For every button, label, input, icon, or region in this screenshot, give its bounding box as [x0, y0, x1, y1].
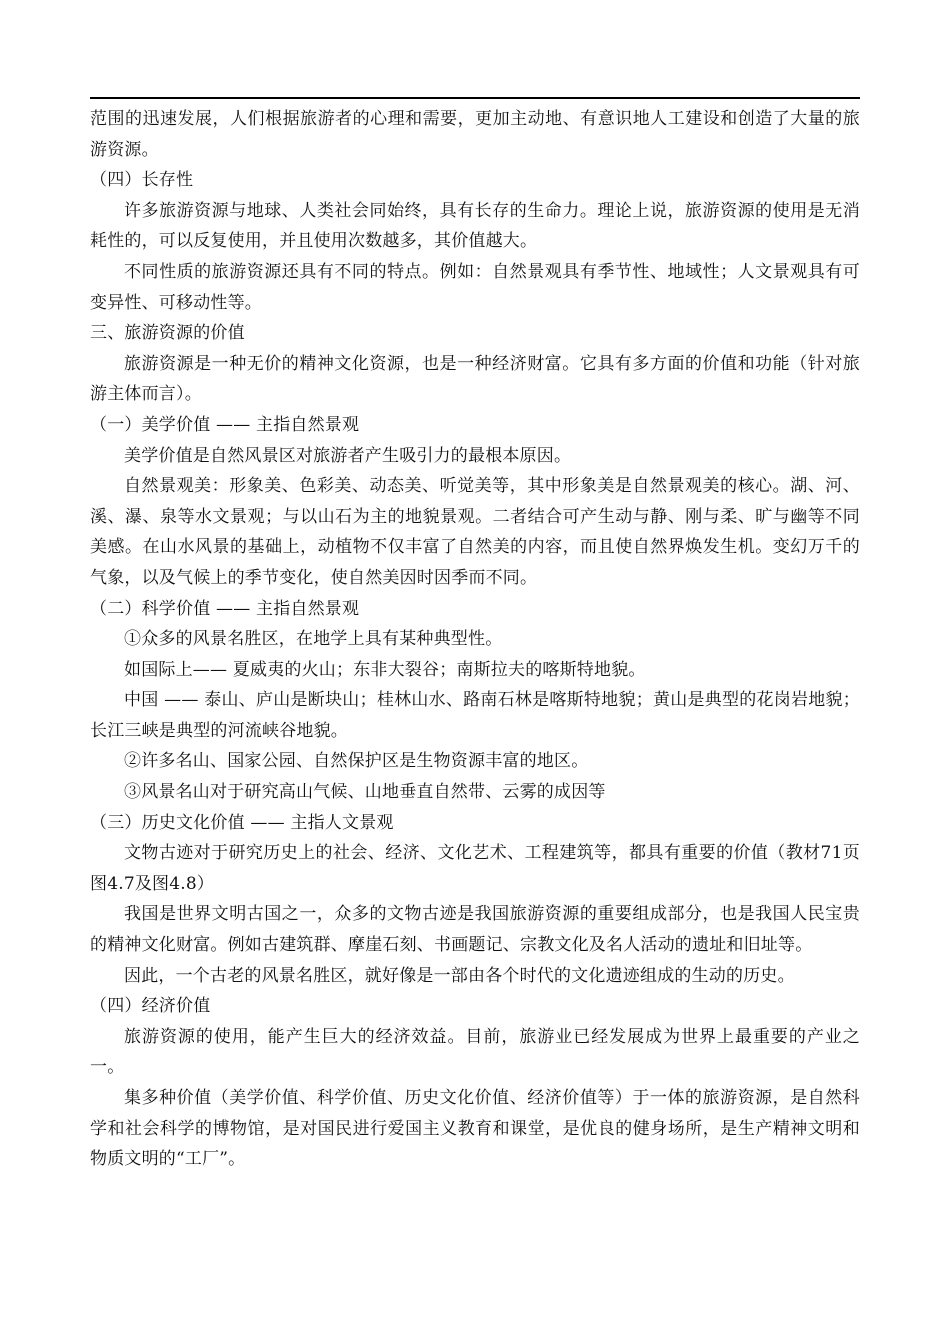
paragraph-21: 集多种价值（美学价值、科学价值、历史文化价值、经济价值等）于一体的旅游资源，是自然科学和社会科学的博物馆，是对国民进行爱国主义教育和课堂，是优良的健身场所，是生产精神文明和物质文明的“工厂”。: [90, 1088, 860, 1170]
paragraph-7: 美学价值是自然风景区对旅游者产生吸引力的最根本原因。: [124, 445, 572, 466]
paragraph-5: 旅游资源是一种无价的精神文化资源，也是一种经济财富。它具有多方面的价值和功能（针对旅游主体而言）。: [90, 353, 860, 405]
section-heading-19: （四）经济价值: [90, 996, 211, 1017]
paragraph-3: 不同性质的旅游资源还具有不同的特点。例如：自然景观具有季节性、地域性；人文景观具有可变异性、可移动性等。: [90, 261, 860, 313]
section-heading-6: （一）美学价值 —— 主指自然景观: [90, 414, 360, 435]
header-rule: [90, 97, 860, 99]
paragraph-10: ①众多的风景名胜区，在地学上具有某种典型性。: [124, 629, 503, 650]
paragraph-16: 文物古迹对于研究历史上的社会、经济、文化艺术、工程建筑等，都具有重要的价值（教材71页 图4.7及图4.8）: [90, 843, 860, 894]
paragraph-20: 旅游资源的使用，能产生巨大的经济效益。目前，旅游业已经发展成为世界上最重要的产业之一。: [90, 1026, 860, 1078]
paragraph-12: 中国 —— 泰山、庐山是断块山；桂林山水、路南石林是喀斯特地貌；黄山是典型的花岗岩地貌；长江三峡是典型的河流峡谷地貌。: [90, 690, 860, 741]
section-heading-9: （二）科学价值 —— 主指自然景观: [90, 598, 360, 619]
paragraph-13: ②许多名山、国家公园、自然保护区是生物资源丰富的地区。: [124, 751, 589, 772]
section-heading-4: 三、旅游资源的价值: [90, 323, 245, 344]
section-heading-1: （四）长存性: [90, 170, 194, 191]
paragraph-14: ③风景名山对于研究高山气候、山地垂直自然带、云雾的成因等: [124, 782, 606, 803]
paragraph-18: 因此，一个古老的风景名胜区，就好像是一部由各个时代的文化遗迹组成的生动的历史。: [124, 965, 795, 986]
paragraph-0: 范围的迅速发展，人们根据旅游者的心理和需要，更加主动地、有意识地人工建设和创造了大量的旅游资源。: [90, 109, 860, 160]
document-body: [90, 104, 860, 1175]
paragraph-11: 如国际上—— 夏威夷的火山；东非大裂谷；南斯拉夫的喀斯特地貌。: [124, 659, 646, 680]
paragraph-8: 自然景观美：形象美、色彩美、动态美、听觉美等，其中形象美是自然景观美的核心。湖、河、溪、瀑、泉等水文景观；与以山石为主的地貌景观。二者结合可产生动与静、刚与柔、旷与幽等不同美感。在山水风景的基础上，动植物不仅丰富了自然美的内容，而且使自然界焕发生机。变幻万千的气象，以及气候上的季节变化，使自然美因时因季而不同。: [90, 476, 860, 588]
paragraph-2: 许多旅游资源与地球、人类社会同始终，具有长存的生命力。理论上说，旅游资源的使用是无消耗性的，可以反复使用，并且使用次数越多，其价值越大。: [90, 200, 860, 252]
paragraph-17: 我国是世界文明古国之一，众多的文物古迹是我国旅游资源的重要组成部分，也是我国人民宝贵的精神文化财富。例如古建筑群、摩崖石刻、书画题记、宗教文化及名人活动的遗址和旧址等。: [90, 904, 860, 956]
section-heading-15: （三）历史文化价值 —— 主指人文景观: [90, 812, 394, 833]
